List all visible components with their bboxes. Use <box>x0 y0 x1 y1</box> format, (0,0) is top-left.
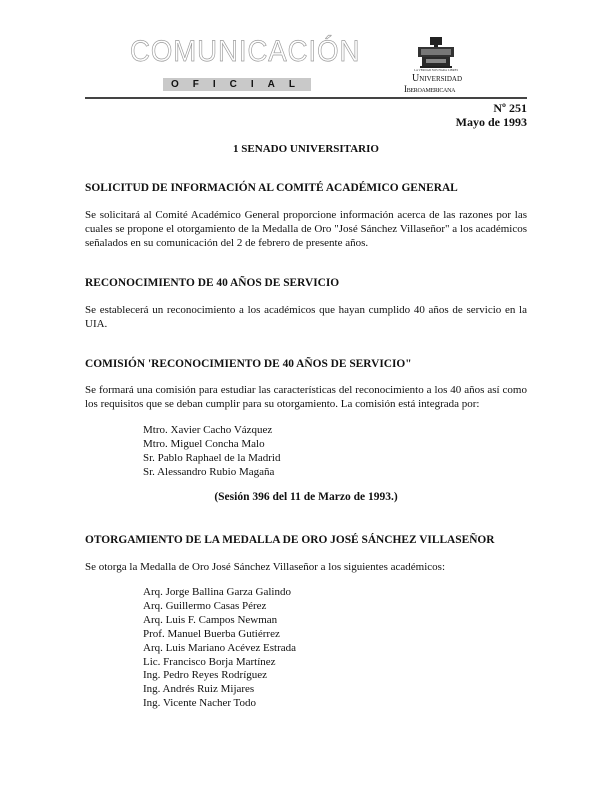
university-seal-icon <box>418 37 454 69</box>
recipient-item: Ing. Andrés Ruiz Mijares <box>143 683 255 696</box>
section-heading: COMISIÓN 'RECONOCIMIENTO DE 40 AÑOS DE SERVICIO" <box>85 358 412 370</box>
recipient-item: Arq. Guillermo Casas Pérez <box>143 599 267 612</box>
recipient-item: Ing. Pedro Reyes Rodríguez <box>143 669 268 682</box>
member-item: Mtro. Miguel Concha Malo <box>143 437 265 450</box>
section-body: Se establecerá un reconocimiento a los académicos que hayan cumplido 40 años de servicio en la UIA. <box>85 304 527 330</box>
publication-logo-subtitle: OFICIAL <box>171 79 309 90</box>
section-heading: RECONOCIMIENTO DE 40 AÑOS DE SERVICIO <box>85 277 340 289</box>
medal-recipients-list <box>143 586 296 711</box>
seal-caption: LA VERDAD NOS HARÁ LIBRES <box>414 69 459 72</box>
section-body: Se solicitará al Comité Académico General proporcione información acerca de las razones por las cuales se propone el otorgamiento de la Medalla de Oro "José Sánchez Villaseñor" a los académicos señalados en su comunicación del 2 de febrero de presente años. <box>85 209 527 249</box>
issue-date: Mayo de 1993 <box>455 115 527 129</box>
university-name-line2: Iberoamericana <box>404 84 456 94</box>
section-body: Se otorga la Medalla de Oro José Sánchez Villaseñor a los siguientes académicos: <box>85 561 445 573</box>
section-body: Se formará una comisión para estudiar las características del reconocimiento a los 40 años así como los requisitos que se deban cumplir para su otorgamiento. La comisión está integrada por: <box>85 384 527 410</box>
section-heading: OTORGAMIENTO DE LA MEDALLA DE ORO JOSÉ SÁNCHEZ VILLASEÑOR <box>85 534 495 546</box>
recipient-item: Arq. Jorge Ballina Garza Galindo <box>143 586 291 598</box>
member-item: Sr. Pablo Raphael de la Madrid <box>143 451 281 464</box>
university-name-line1: Universidad <box>412 73 462 84</box>
recipient-item: Arq. Luis Mariano Acévez Estrada <box>143 641 297 654</box>
member-item: Sr. Alessandro Rubio Magaña <box>143 465 275 478</box>
recipient-item: Lic. Francisco Borja Martínez <box>143 655 276 668</box>
section-heading: SOLICITUD DE INFORMACIÓN AL COMITÉ ACADÉMICO GENERAL <box>85 182 458 194</box>
header-divider <box>85 97 527 99</box>
main-title: 1 SENADO UNIVERSITARIO <box>233 143 379 155</box>
session-note: (Sesión 396 del 11 de Marzo de 1993.) <box>214 491 398 503</box>
recipient-item: Arq. Luis F. Campos Newman <box>143 613 278 626</box>
recipient-item: Prof. Manuel Buerba Gutiérrez <box>143 627 280 640</box>
commission-members-list <box>143 424 280 480</box>
recipient-item: Ing. Vicente Nacher Todo <box>143 697 257 710</box>
publication-logo-title: COMUNICACIÓN <box>130 35 361 68</box>
issue-number: Nº 251 <box>493 101 527 115</box>
member-item: Mtro. Xavier Cacho Vázquez <box>143 424 273 436</box>
